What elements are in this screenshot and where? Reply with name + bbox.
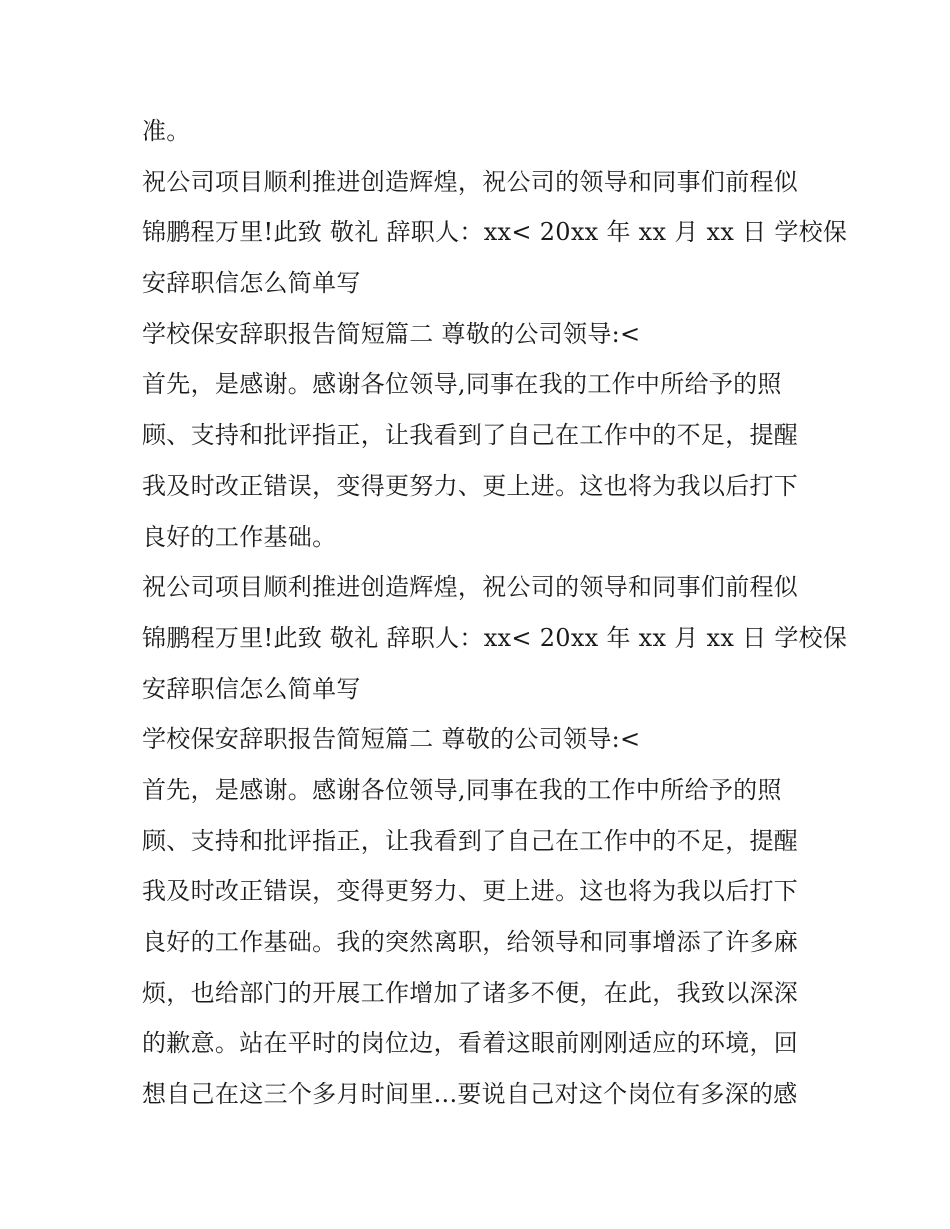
document-body [142, 106, 848, 1120]
text-line: 我及时改正错误，变得更努力、更上进。这也将为我以后打下 [142, 877, 799, 906]
text-line: 锦鹏程万里!此致 敬礼 辞职人：xx< 20xx 年 xx 月 xx 日 学校保 [142, 623, 848, 652]
text-line: 良好的工作基础。我的突然离职，给领导和同事增添了许多麻 [142, 928, 799, 956]
text-line: 首先，是感谢。感谢各位领导,同事在我的工作中所给予的照 [142, 370, 782, 399]
text-line: 想自己在这三个多月时间里...要说自己对这个岗位有多深的感 [142, 1080, 798, 1109]
text-line: 安辞职信怎么简单写 [142, 674, 361, 703]
text-line: 首先，是感谢。感谢各位领导,同事在我的工作中所给予的照 [142, 775, 782, 804]
text-line: 烦，也给部门的开展工作增加了诸多不便，在此，我致以深深 [142, 978, 799, 1007]
text-line: 学校保安辞职报告简短篇二 尊敬的公司领导:< [142, 319, 641, 348]
text-line: 顾、支持和批评指正，让我看到了自己在工作中的不足，提醒 [142, 826, 799, 855]
text-line: 祝公司项目顺利推进创造辉煌，祝公司的领导和同事们前程似 [142, 167, 799, 196]
text-line: 学校保安辞职报告简短篇二 尊敬的公司领导:< [142, 725, 641, 754]
text-line: 锦鹏程万里!此致 敬礼 辞职人：xx< 20xx 年 xx 月 xx 日 学校保 [142, 218, 848, 247]
text-line: 良好的工作基础。 [142, 522, 337, 551]
text-line: 安辞职信怎么简单写 [142, 269, 361, 298]
text-line: 祝公司项目顺利推进创造辉煌，祝公司的领导和同事们前程似 [142, 573, 799, 602]
text-line: 的歉意。站在平时的岗位边，看着这眼前刚刚适应的环境，回 [142, 1029, 799, 1058]
text-line: 准。 [142, 117, 191, 145]
text-line: 我及时改正错误，变得更努力、更上进。这也将为我以后打下 [142, 471, 799, 500]
text-line: 顾、支持和批评指正，让我看到了自己在工作中的不足，提醒 [142, 421, 799, 450]
